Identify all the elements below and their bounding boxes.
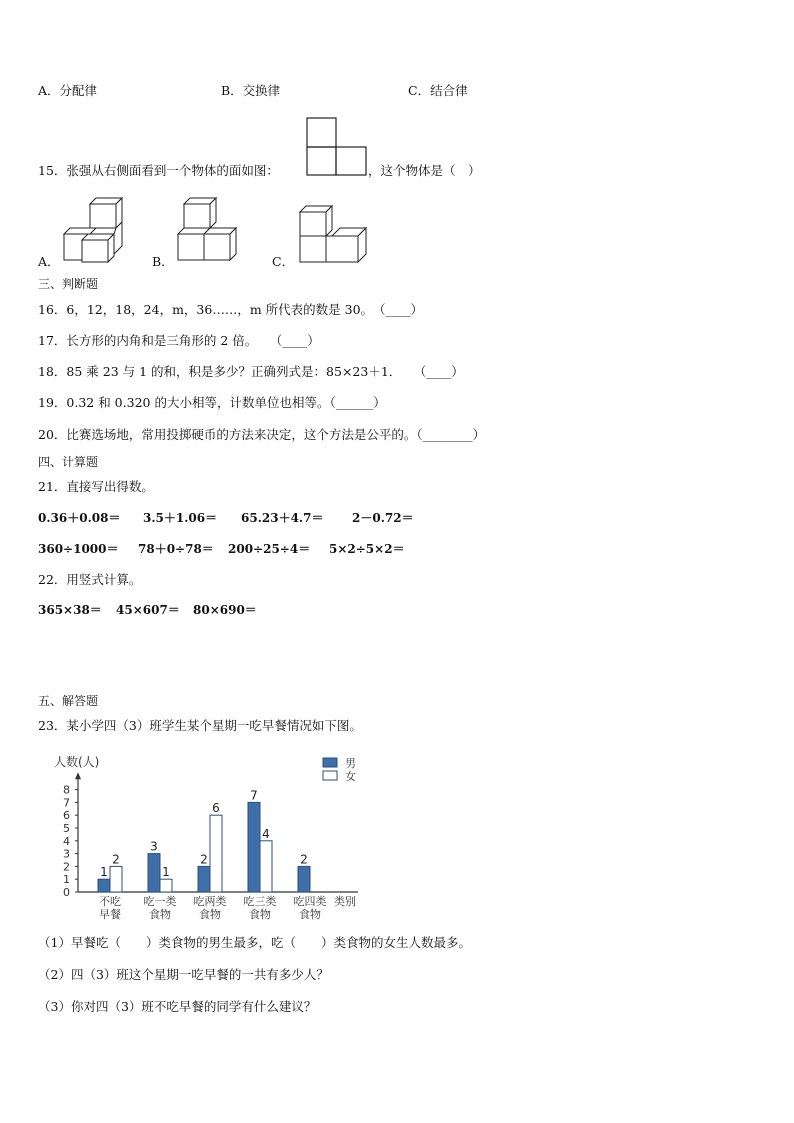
y-tick-label: 1 — [63, 873, 70, 887]
cube-stack-a-figure — [62, 196, 126, 266]
legend-swatch — [323, 771, 337, 780]
q14-option-a: A．分配律 — [38, 83, 98, 98]
legend-label: 女 — [345, 770, 356, 783]
bar-value-label: 7 — [250, 788, 258, 803]
q21-expr: 3.5＋1.06＝ — [143, 511, 218, 525]
q22-row — [38, 602, 338, 618]
q15-option-a-label: A． — [38, 254, 60, 269]
x-category-label: 吃一类 — [143, 895, 177, 908]
q21-title: 21．直接写出得数。 — [38, 479, 154, 494]
q22-expr: 365×38＝ — [38, 603, 102, 617]
bar-boys — [198, 866, 210, 892]
q21-expr: 5×2÷5×2＝ — [329, 542, 405, 556]
q22-expr: 80×690＝ — [193, 603, 257, 617]
x-axis-label: 类别 — [334, 895, 356, 908]
bar-value-label: 2 — [112, 852, 120, 867]
q15-text-after: ，这个物体是（ ） — [368, 163, 481, 178]
x-category-label: 吃两类 — [193, 895, 227, 908]
q23-sub2: （2）四（3）班这个星期一吃早餐的一共有多少人？ — [38, 967, 329, 982]
q21-expr: 200÷25÷4＝ — [228, 542, 311, 556]
bar-value-label: 1 — [100, 865, 108, 880]
bar-girls — [110, 866, 122, 892]
bar-boys — [148, 854, 160, 892]
y-axis-arrow — [75, 772, 81, 779]
bar-value-label: 6 — [212, 801, 220, 816]
q21-row-2 — [38, 541, 438, 557]
y-axis-label: 人数(人) — [54, 755, 100, 769]
legend-label: 男 — [345, 757, 356, 770]
y-tick-label: 7 — [63, 796, 70, 810]
y-tick-label: 3 — [63, 847, 70, 861]
bar-value-label: 2 — [300, 852, 308, 867]
q20-text: 20．比赛选场地，常用投掷硬币的方法来决定，这个方法是公平的。（________） — [38, 427, 486, 442]
y-tick-label: 6 — [63, 809, 70, 823]
cube-stack-c-figure — [296, 202, 370, 268]
q21-expr: 78＋0÷78＝ — [138, 542, 214, 556]
cube-stack-b-figure — [176, 196, 246, 266]
q14-option-b: B．交换律 — [221, 83, 281, 98]
q21-expr: 0.36＋0.08＝ — [38, 511, 121, 525]
legend-swatch — [323, 758, 337, 767]
q21-expr: 2－0.72＝ — [352, 511, 414, 525]
bar-boys — [98, 879, 110, 892]
q23-title: 23．某小学四（3）班学生某个星期一吃早餐情况如下图。 — [38, 718, 362, 733]
section-5-title: 五、解答题 — [38, 694, 99, 708]
q23-sub1: （1）早餐吃（ ）类食物的男生最多，吃（ ）类食物的女生人数最多。 — [38, 935, 471, 950]
q18-text: 18．85 乘 23 与 1 的和，积是多少？正确列式是：85×23＋1． （____） — [38, 364, 464, 379]
bar-girls — [160, 879, 172, 892]
y-tick-label: 8 — [63, 783, 70, 797]
bar-value-label: 4 — [262, 826, 270, 841]
x-category-label: 不吃 — [99, 895, 121, 908]
x-category-label: 食物 — [249, 908, 271, 921]
q22-expr: 45×607＝ — [116, 603, 180, 617]
q21-expr: 360÷1000＝ — [38, 542, 119, 556]
q17-text: 17．长方形的内角和是三角形的 2 倍。 （____） — [38, 333, 320, 348]
bar-boys — [298, 866, 310, 892]
q15-text-before: 15．张强从右侧面看到一个物体的面如图： — [38, 163, 279, 178]
x-category-label: 早餐 — [99, 908, 121, 921]
bar-girls — [210, 815, 222, 892]
x-category-label: 吃四类 — [293, 895, 327, 908]
section-3-title: 三、判断题 — [38, 277, 99, 291]
side-view-figure — [306, 117, 368, 177]
x-category-label: 食物 — [149, 908, 171, 921]
x-category-label: 食物 — [199, 908, 221, 921]
q16-text: 16．6，12，18，24，m，36……，m 所代表的数是 30。 （____） — [38, 302, 424, 317]
bar-value-label: 1 — [162, 865, 170, 880]
bar-girls — [260, 841, 272, 892]
bar-value-label: 3 — [150, 839, 158, 854]
q21-row-1 — [38, 510, 438, 526]
q22-title: 22．用竖式计算。 — [38, 572, 142, 587]
x-category-label: 食物 — [299, 908, 321, 921]
q15-option-b-label: B． — [152, 254, 174, 269]
bar-value-label: 2 — [200, 852, 208, 867]
y-tick-label: 0 — [63, 886, 70, 899]
y-tick-label: 2 — [63, 860, 70, 874]
q19-text: 19．0.32 和 0.320 的大小相等，计数单位也相等。（______） — [38, 395, 386, 410]
q23-sub3: （3）你对四（3）班不吃早餐的同学有什么建议？ — [38, 999, 317, 1014]
bar-boys — [248, 802, 260, 892]
y-tick-label: 5 — [63, 822, 70, 835]
q15-option-c-label: C． — [272, 254, 295, 269]
breakfast-bar-chart — [48, 752, 378, 924]
q14-option-c: C．结合律 — [408, 83, 468, 98]
x-category-label: 吃三类 — [243, 895, 277, 908]
y-tick-label: 4 — [63, 834, 70, 848]
section-4-title: 四、计算题 — [38, 455, 99, 469]
q21-expr: 65.23＋4.7＝ — [241, 511, 324, 525]
